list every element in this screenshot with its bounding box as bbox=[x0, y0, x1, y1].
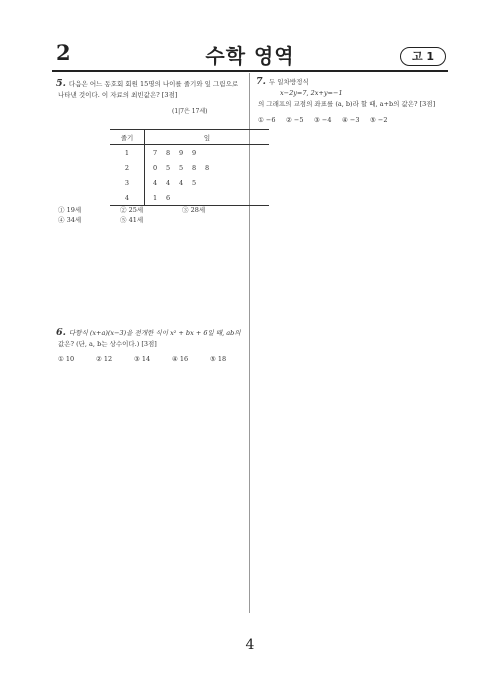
table-header-stem: 줄기 bbox=[110, 130, 145, 145]
table-row bbox=[110, 175, 269, 190]
stem-leaf-note: (1|7은 17세) bbox=[172, 108, 208, 115]
leaf: 9 bbox=[179, 148, 184, 157]
leaf: 6 bbox=[166, 193, 171, 202]
question-5-line2: 나타낸 것이다. 이 자료의 최빈값은? [3점] bbox=[58, 91, 178, 99]
option-1[interactable]: ① 10 bbox=[58, 355, 75, 363]
question-5-number: 5. bbox=[56, 78, 66, 89]
question-6-options bbox=[58, 355, 226, 363]
stem-cell: 2 bbox=[110, 160, 145, 175]
question-6-number: 6. bbox=[56, 327, 66, 338]
table-header-row bbox=[110, 130, 269, 145]
leaf: 4 bbox=[166, 178, 171, 187]
option-4[interactable]: ④ −3 bbox=[342, 116, 360, 124]
leaf: 9 bbox=[192, 148, 197, 157]
question-6-text1: 다항식 (x+a)(x−3)을 전개한 식이 x² + bx + 6일 때, ab의 bbox=[68, 329, 241, 337]
question-5-line1 bbox=[56, 78, 246, 90]
option-4[interactable]: ④ 34세 bbox=[58, 216, 82, 224]
option-4[interactable]: ④ 16 bbox=[172, 355, 189, 363]
leaf-cell bbox=[145, 175, 270, 190]
leaf: 0 bbox=[153, 163, 158, 172]
option-5[interactable]: ⑤ −2 bbox=[370, 116, 388, 124]
option-3[interactable]: ③ 14 bbox=[134, 355, 151, 363]
question-7-equations: x−2y=7, 2x+y=−1 bbox=[280, 89, 343, 97]
question-7-line1 bbox=[256, 76, 456, 88]
leaf: 5 bbox=[179, 163, 184, 172]
leaf-cell bbox=[145, 160, 270, 175]
stem-cell: 4 bbox=[110, 190, 145, 206]
leaf-cell bbox=[145, 190, 270, 206]
table-row bbox=[110, 190, 269, 206]
option-2[interactable]: ② 12 bbox=[96, 355, 113, 363]
leaf: 7 bbox=[153, 148, 158, 157]
question-6-line2: 값은? (단, a, b는 상수이다.) [3점] bbox=[58, 340, 157, 348]
question-7-number: 7. bbox=[256, 76, 266, 87]
option-5[interactable]: ⑤ 18 bbox=[210, 355, 227, 363]
question-7-line2: 의 그래프의 교점의 좌표를 (a, b)라 할 때, a+b의 값은? [3점] bbox=[258, 100, 436, 108]
leaf: 4 bbox=[153, 178, 158, 187]
question-7-options bbox=[258, 116, 387, 124]
leaf: 8 bbox=[192, 163, 197, 172]
question-6 bbox=[56, 327, 246, 350]
table-row bbox=[110, 160, 269, 175]
table-header-leaf: 잎 bbox=[145, 130, 270, 145]
stem-cell: 1 bbox=[110, 145, 145, 161]
question-5-options-row2 bbox=[58, 215, 143, 224]
question-7 bbox=[256, 76, 456, 110]
option-2[interactable]: ② 25세 bbox=[120, 206, 144, 214]
table-row bbox=[110, 145, 269, 161]
option-1[interactable]: ① 19세 bbox=[58, 206, 82, 214]
question-5 bbox=[56, 78, 246, 101]
leaf: 5 bbox=[166, 163, 171, 172]
option-2[interactable]: ② −5 bbox=[286, 116, 304, 124]
option-3[interactable]: ③ −4 bbox=[314, 116, 332, 124]
option-5[interactable]: ⑤ 41세 bbox=[120, 216, 144, 224]
section-title: 수학 영역 bbox=[205, 44, 295, 68]
leaf: 1 bbox=[153, 193, 158, 202]
leaf-cell bbox=[145, 145, 270, 161]
question-7-text1: 두 일차방정식 bbox=[268, 78, 309, 86]
question-5-text1: 다음은 어느 동호회 회원 15명의 나이를 줄기와 잎 그림으로 bbox=[68, 80, 239, 88]
option-1[interactable]: ① −6 bbox=[258, 116, 276, 124]
header-rule bbox=[52, 70, 448, 72]
question-6-line1 bbox=[56, 327, 246, 339]
leaf: 8 bbox=[166, 148, 171, 157]
page-label: 2 bbox=[56, 40, 71, 65]
leaf: 4 bbox=[179, 178, 184, 187]
question-5-options-row1 bbox=[58, 205, 205, 214]
option-3[interactable]: ③ 28세 bbox=[182, 206, 206, 214]
page-number: 4 bbox=[245, 637, 255, 653]
stem-cell: 3 bbox=[110, 175, 145, 190]
leaf: 8 bbox=[205, 163, 210, 172]
stem-leaf-table bbox=[110, 129, 269, 206]
grade-badge: 고 1 bbox=[400, 47, 446, 66]
leaf: 5 bbox=[192, 178, 197, 187]
